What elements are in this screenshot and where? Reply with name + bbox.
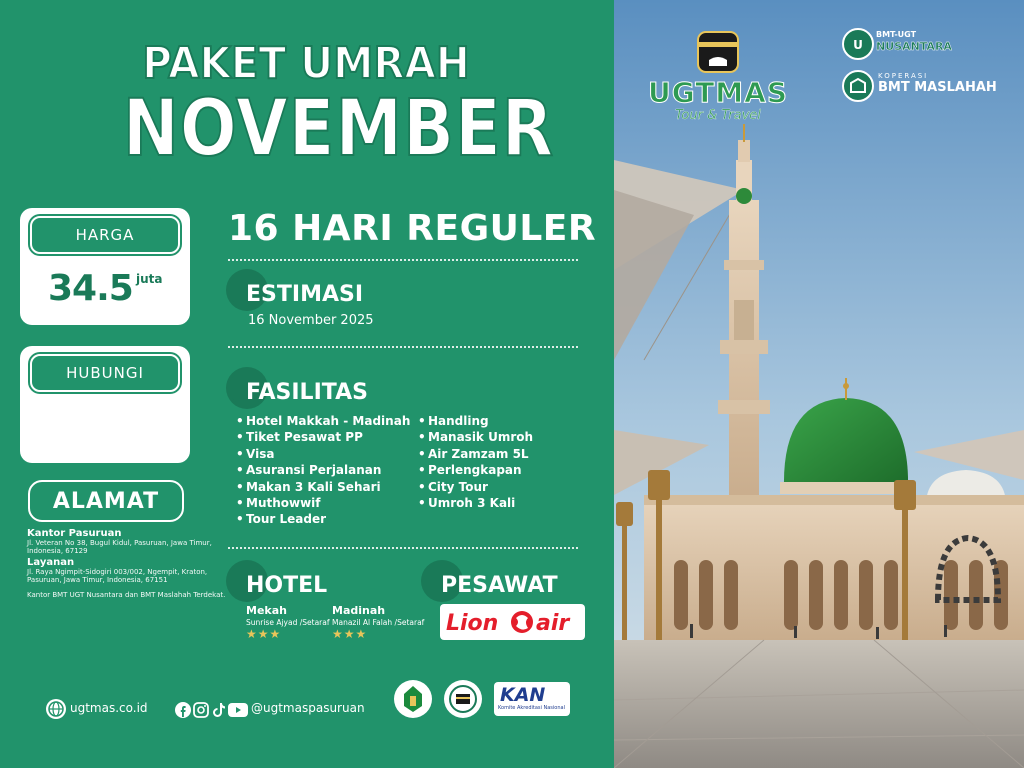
list-item: • Tiket Pesawat PP [238,429,410,445]
estimasi-title: ESTIMASI [246,282,364,307]
airline-name: Lion [446,611,499,636]
mosque-photo [614,0,1024,768]
bmt-maslahah-logo [842,68,1002,106]
youtube-icon[interactable] [228,702,248,718]
kan-logo [494,682,570,716]
list-item: • Handling [420,413,533,429]
divider-2 [228,346,578,348]
ugtmas-logo [637,28,799,128]
service-title: Layanan [27,557,75,568]
globe-icon [46,699,66,719]
website-link[interactable]: ugtmas.co.id [70,701,148,715]
title-line1: PAKET UMRAH [142,38,470,89]
partner1-top: BMT-UGT [876,30,917,39]
brand-name: UGTMAS [647,76,789,109]
bmt-maslahah-emblem-icon [842,70,874,102]
lion-head-icon [511,611,533,633]
hotel-mekah-name: Sunrise Ajyad /Setaraf [246,618,330,627]
hotel-title: HOTEL [246,573,328,598]
list-item: • Tour Leader [238,511,410,527]
list-item: • Visa [238,446,410,462]
tiktok-icon[interactable] [211,702,227,718]
bmt-ugt-logo [842,26,962,64]
brand-tagline: Tour & Travel [675,108,761,123]
service-text: Jl. Raya Ngimpit-Sidogiri 003/002, Ngempit, Kraton, Pasuruan, Jawa Timur, Indonesia, 67151 [27,568,208,584]
price-unit: juta [136,272,163,286]
office-title: Kantor Pasuruan [27,528,122,539]
hotel-mekah-stars: ★★★ [246,627,282,641]
kan-subtitle: Komite Akreditasi Nasional [498,705,565,711]
divider-1 [228,259,578,261]
list-item: • Makan 3 Kali Sehari [238,479,410,495]
hotel-mekah-label: Mekah [246,604,287,617]
address-note-text: Kantor BMT UGT Nusantara dan BMT Maslahah Terdekat. [27,591,226,599]
facebook-icon[interactable] [175,702,191,718]
title-line2: NOVEMBER [122,84,555,174]
list-item: • Manasik Umroh [420,429,533,445]
partner1-name: NUSANTARA [876,40,952,53]
list-item: • Umroh 3 Kali [420,495,533,511]
divider-3 [228,547,578,549]
fasilitas-list-2 [420,413,533,511]
list-item: • Air Zamzam 5L [420,446,533,462]
kan-label: KAN [500,684,546,706]
partner2-name: BMT MASLAHAH [878,80,997,95]
hotel-madinah-name: Manazil Al Falah /Setaraf [332,618,425,627]
price-value: 34.5 [48,268,133,309]
bmt-ugt-emblem-icon [842,28,874,60]
kaaba-icon [698,32,738,72]
list-item: • City Tour [420,479,533,495]
estimasi-date: 16 November 2025 [248,313,374,328]
instagram-icon[interactable] [193,702,209,718]
price-card [20,208,190,325]
price-label: HARGA [30,216,180,254]
kemenag-logo-icon [394,680,432,718]
list-item: • Asuransi Perjalanan [238,462,410,478]
hotel-madinah-label: Madinah [332,604,386,617]
list-item: • Muthowwif [238,495,410,511]
address-label: ALAMAT [28,480,184,522]
office-address [27,528,227,555]
package-duration: 16 HARI REGULER [228,208,597,249]
contact-label: HUBUNGI [30,354,180,392]
contact-card[interactable] [20,346,190,463]
airline-suffix: air [536,611,570,636]
pesawat-title: PESAWAT [441,573,558,598]
list-item: • Perlengkapan [420,462,533,478]
sapuhi-logo-icon [444,680,482,718]
lion-air-logo [440,604,585,640]
fasilitas-list-1 [238,413,410,528]
address-note [27,591,227,599]
list-item: • Hotel Makkah - Madinah [238,413,410,429]
partner2-top: KOPERASI [878,72,929,80]
svg-text:U: U [853,38,863,52]
social-handle[interactable]: @ugtmaspasuruan [251,701,365,715]
service-address [27,557,227,584]
hotel-madinah-stars: ★★★ [332,627,368,641]
office-text: Jl. Veteran No 38, Bugul Kidul, Pasuruan, Jawa Timur, Indonesia, 67129 [27,539,212,555]
fasilitas-title: FASILITAS [246,380,368,405]
